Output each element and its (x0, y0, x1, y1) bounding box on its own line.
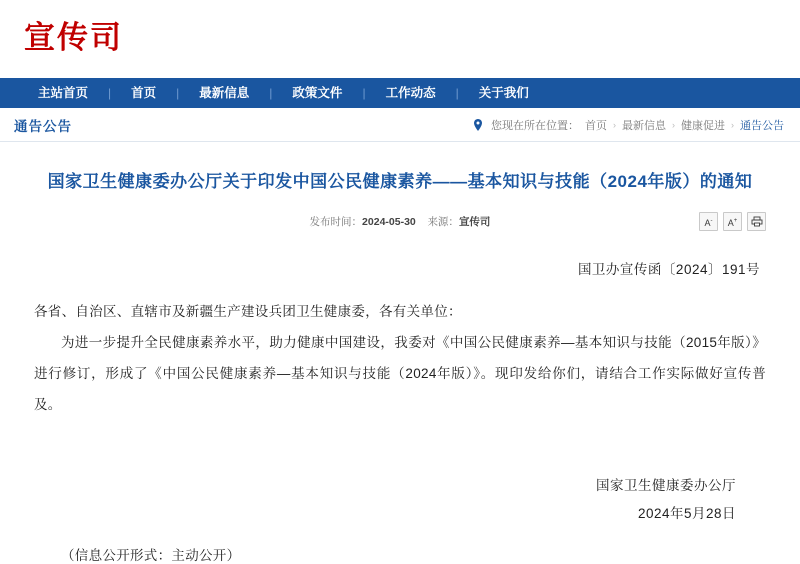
site-header (0, 0, 800, 78)
section-title: 通告公告 (14, 118, 72, 134)
breadcrumb-bar (0, 108, 800, 142)
nav-separator: | (269, 86, 273, 100)
breadcrumb-item-home[interactable]: 首页 (585, 119, 607, 132)
signature-date: 2024年5月28日 (637, 506, 736, 521)
breadcrumb-prefix: 您现在所在位置： (491, 119, 579, 132)
article-tools (699, 212, 766, 231)
location-pin-icon (473, 119, 483, 131)
breadcrumb-item-health-promotion[interactable]: 健康促进 (681, 119, 725, 132)
article-container (0, 168, 800, 564)
nav-separator: | (455, 86, 459, 100)
article-meta-row (34, 214, 766, 236)
nav-item-main-home[interactable]: 主站首页 (38, 86, 89, 100)
chevron-right-icon: › (672, 119, 675, 130)
signature-block (34, 472, 766, 528)
nav-item-latest-info[interactable]: 最新信息 (199, 86, 250, 100)
nav-item-home[interactable]: 首页 (131, 86, 157, 100)
article-paragraph: 各省、自治区、直辖市及新疆生产建设兵团卫生健康委，各有关单位： (34, 304, 462, 319)
nav-separator: | (176, 86, 180, 100)
nav-separator: | (108, 86, 112, 100)
chevron-right-icon: › (731, 119, 734, 130)
publish-time-value: 2024-05-30 (362, 216, 416, 228)
article-body (34, 296, 766, 420)
signature-organization: 国家卫生健康委办公厅 (596, 478, 736, 493)
breadcrumb-item-current: 通告公告 (740, 119, 784, 132)
nav-item-about-us[interactable]: 关于我们 (478, 86, 529, 100)
chevron-right-icon: › (613, 119, 616, 130)
breadcrumb-item-latest-info[interactable]: 最新信息 (622, 119, 666, 132)
nav-separator: | (362, 86, 366, 100)
nav-item-policy-documents[interactable]: 政策文件 (292, 86, 343, 100)
article-paragraph: 为进一步提升全民健康素养水平，助力健康中国建设，我委对《中国公民健康素养—基本知识与技能（2015年版）》进行修订，形成了《中国公民健康素养—基本知识与技能（2024年版）》。现印发给你们，请结合工作实际做好宣传普及。 (34, 335, 766, 412)
publish-time-label: 发布时间： (309, 216, 363, 228)
document-number: 国卫办宣传函〔2024〕191号 (577, 262, 760, 277)
source-value: 宣传司 (458, 216, 491, 228)
page-title: 国家卫生健康委办公厅关于印发中国公民健康素养——基本知识与技能（2024年版）的通知 (47, 172, 753, 191)
site-logo: 宣传司 (24, 20, 123, 56)
breadcrumb (473, 117, 784, 133)
disclosure-note: （信息公开形式：主动公开） (61, 548, 241, 563)
article-meta (34, 214, 766, 229)
nav-item-work-updates[interactable]: 工作动态 (385, 86, 436, 100)
source-label: 来源： (427, 216, 459, 228)
main-navigation (0, 78, 800, 108)
font-decrease-button[interactable]: A- (699, 212, 718, 231)
printer-icon[interactable] (747, 212, 766, 231)
font-increase-button[interactable]: A+ (723, 212, 742, 231)
